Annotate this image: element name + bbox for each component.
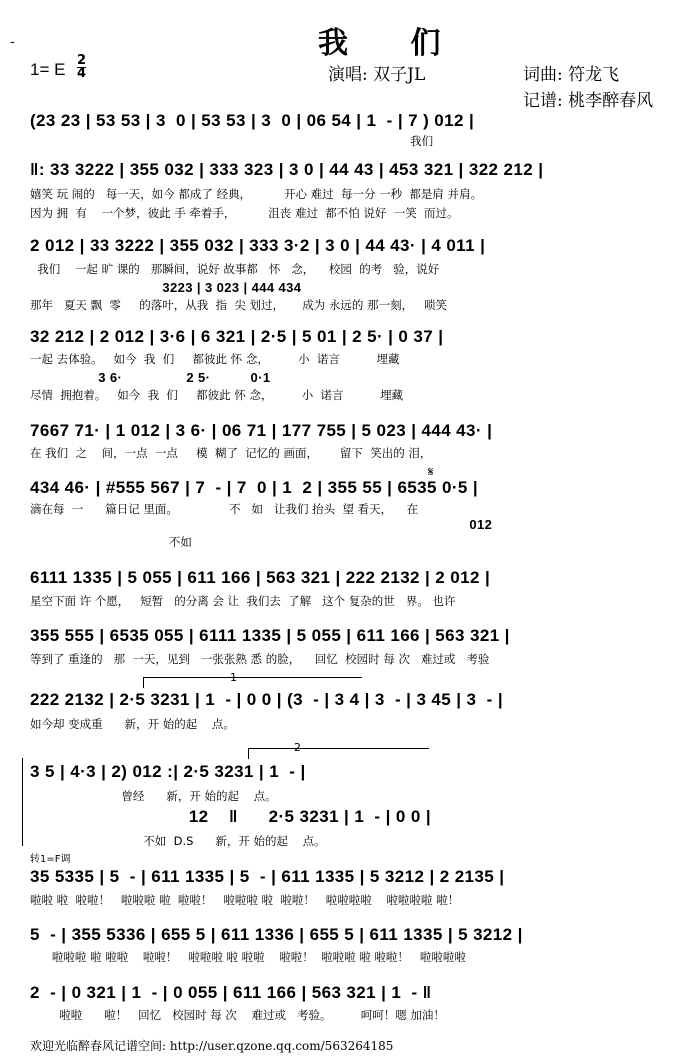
lyric-line: 在 我们 之 间，一点 一点 模 糊了 记忆的 画面， 留下 笑出的 泪， — [30, 446, 432, 460]
notation-line: 12 ‖ 2·5 3231 | 1 - | 0 0 | — [30, 807, 432, 826]
notation-line: 32 212 | 2 012 | 3·6 | 6 321 | 2·5 | 5 01 | 2 5· | 0 37 | — [30, 327, 444, 346]
lyric-line: 我们 — [30, 134, 434, 148]
score-line-alt-1 — [0, 515, 699, 535]
score-line-8 — [0, 626, 699, 646]
notation-line: 2 - | 0 321 | 1 - | 0 055 | 611 166 | 563 321 | 1 - ‖ — [30, 983, 432, 1002]
time-signature-bottom: 4 — [77, 66, 87, 81]
lyric-line: 啦啦啦 啦 啦啦 啦啦！ 啦啦啦 啦 啦啦 啦啦！ 啦啦啦 啦 啦啦！ 啦啦啦啦 — [30, 950, 466, 964]
first-ending-label: 1 — [230, 671, 237, 684]
score-line-13 — [0, 925, 699, 945]
second-ending-label: 2 — [294, 741, 301, 754]
score-line-2 — [0, 160, 699, 180]
song-title: 我 们 — [318, 26, 467, 61]
score-line-3 — [0, 236, 699, 256]
score-line-9 — [0, 690, 699, 710]
corner-dash: - — [10, 34, 15, 50]
scribe-credit: 记谱: 桃李醉春风 — [523, 91, 654, 111]
score-line-11 — [0, 807, 699, 827]
score-line-4 — [0, 327, 699, 347]
lyric-line: 尽情 拥抱着。 如今 我 们 都彼此 怀 念， 小 诺言 埋藏 — [30, 388, 404, 402]
notation-line: 434 46· | #555 567 | 7 - | 7 0 | 1 2 | 355 55 | 6535 0·5 | — [30, 478, 479, 497]
footer-credit: 欢迎光临醉春风记谱空间: http://user.qzone.qq.com/563264185 — [30, 1039, 394, 1053]
score-line-5 — [0, 421, 699, 441]
notation-line: 3223 | 3 023 | 444 434 — [30, 280, 302, 295]
lyric-line: 嬉笑 玩 闹的 每一天，如今 都成了 经典， 开心 难过 每一分 一秒 都是肩 并肩。 — [30, 187, 483, 201]
notation-line: 35 5335 | 5 - | 611 1335 | 5 - | 611 1335 | 5 3212 | 2 2135 | — [30, 867, 505, 886]
notation-line: 355 555 | 6535 055 | 6111 1335 | 5 055 | 611 166 | 563 321 | — [30, 626, 510, 645]
score-line-1 — [0, 111, 699, 131]
score-line-harmony-1 — [0, 278, 699, 298]
lyric-line: 那年 夏天 飘 零 的落叶，从我 指 尖 划过， 成为 永远的 那一刻， 唢笑 — [30, 298, 448, 312]
key-change-label: 转1=F调 — [30, 854, 71, 865]
lyric-line: 等到了 重逢的 那 一天，见到 一张张熟 悉 的脸， 回忆 校园时 每 次 难过或 考验 — [30, 652, 490, 666]
lyric-line: 不如 — [30, 535, 192, 549]
notation-line: (23 23 | 53 53 | 3 0 | 53 53 | 3 0 | 06 54 | 1 - | 7 ) 012 | — [30, 111, 475, 130]
composer-credit: 词曲: 符龙飞 — [523, 65, 620, 85]
lyric-line: 一起 去体验。 如今 我 们 都彼此 怀 念， 小 诺言 埋藏 — [30, 352, 400, 366]
lyric-line: 我们 一起 旷 课的 那瞬间，说好 故事都 怀 念， 校园 的考 验，说好 — [30, 262, 440, 276]
score-line-12 — [0, 867, 699, 887]
score-line-6 — [0, 478, 699, 498]
lyric-line: 因为 拥 有 一个梦，彼此 手 牵着手， 沮丧 难过 都不怕 说好 一笑 而过。 — [30, 206, 459, 220]
key-signature: 1= E — [30, 60, 66, 79]
score-line-14 — [0, 983, 699, 1003]
notation-line: 3 6· 2 5· 0·1 — [30, 370, 271, 385]
time-signature-top: 2 — [77, 53, 87, 68]
score-line-7 — [0, 568, 699, 588]
second-ending-bracket — [248, 748, 429, 759]
lyric-line: 星空下面 许 个愿， 短暂 的分离 会 让 我们去 了解 这个 复杂的世 界。 也许 — [30, 594, 456, 608]
lyric-line: 曾经 新，开 始的起 点。 — [30, 789, 277, 803]
notation-line: 222 2132 | 2·5 3231 | 1 - | 0 0 | (3 - | 3 4 | 3 - | 3 45 | 3 - | — [30, 690, 503, 709]
notation-line: 5 - | 355 5336 | 655 5 | 611 1336 | 655 5 | 611 1335 | 5 3212 | — [30, 925, 523, 944]
lyric-line: 啦啦 啦 啦啦！ 啦啦啦 啦 啦啦！ 啦啦啦 啦 啦啦！ 啦啦啦啦 啦啦啦啦 啦！ — [30, 893, 460, 907]
notation-line: 6111 1335 | 5 055 | 611 166 | 563 321 | 222 2132 | 2 012 | — [30, 568, 491, 587]
score-line-harmony-2 — [0, 368, 699, 388]
singer-credit: 演唱: 双子JL — [328, 65, 426, 85]
notation-line: 012 — [345, 517, 493, 532]
notation-line: ‖: 33 3222 | 355 032 | 333 323 | 3 0 | 44 43 | 453 321 | 322 212 | — [30, 160, 544, 179]
lyric-line: 滴在每 一 篇日记 里面。 不 如 让我们 抬头 望 看天， 在 — [30, 502, 419, 516]
first-ending-bracket — [143, 677, 362, 688]
segno-icon: 𝄋 — [428, 465, 434, 480]
time-signature — [77, 55, 86, 80]
notation-line: 7667 71· | 1 012 | 3 6· | 06 71 | 177 755 | 5 023 | 444 43· | — [30, 421, 493, 440]
lyric-line: 不如 D.S 新，开 始的起 点。 — [30, 834, 326, 848]
lyric-line: 啦啦 啦！ 回忆 校园时 每 次 难过或 考验。 呵呵！嗯 加油！ — [30, 1008, 445, 1022]
notation-line: 3 5 | 4·3 | 2) 012 :| 2·5 3231 | 1 - | — [30, 762, 306, 781]
lyric-line: 如今却 变成重 新，开 始的起 点。 — [30, 717, 235, 731]
notation-line: 2 012 | 33 3222 | 355 032 | 333 3·2 | 3 0 | 44 43· | 4 011 | — [30, 236, 486, 255]
score-line-10 — [0, 762, 699, 782]
